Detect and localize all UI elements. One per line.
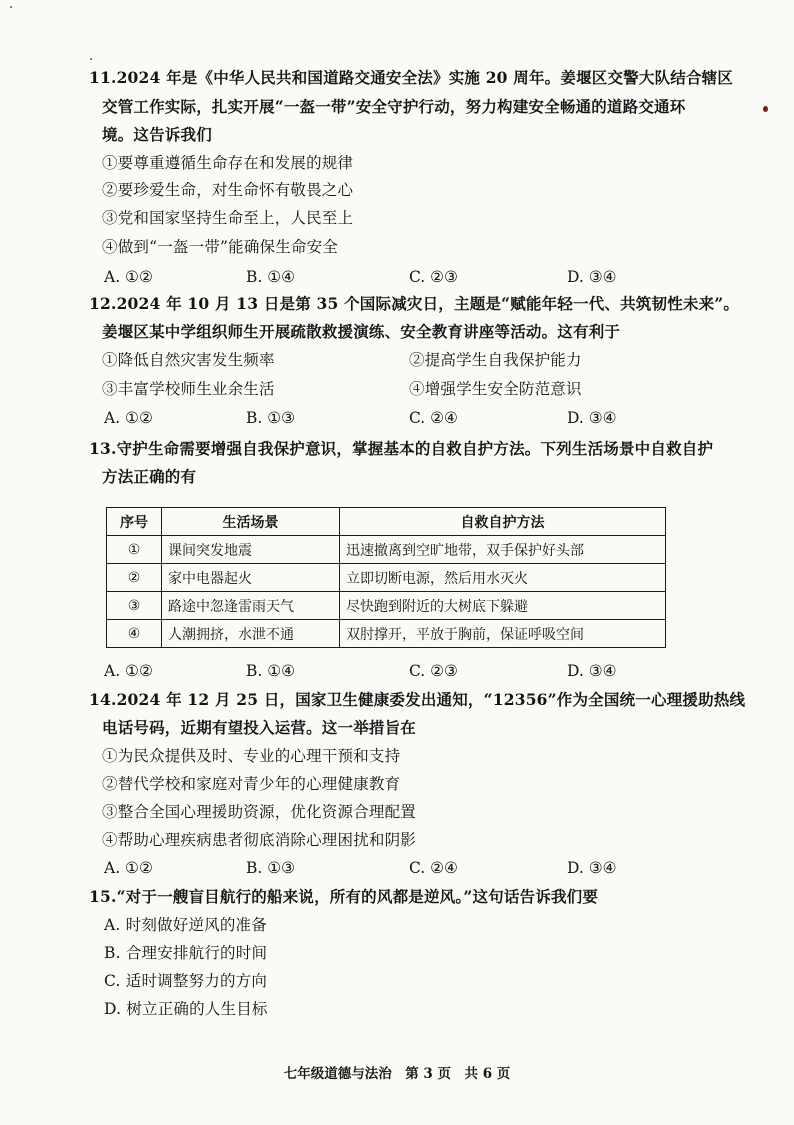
table-header-row (107, 508, 666, 536)
question-13-stem-line-1: 13.守护生命需要增强自我保护意识，掌握基本的自救自护方法。下列生活场景中自救自护 (89, 439, 714, 458)
question-14-stem-line-1: 14.2024 年 12 月 25 日，国家卫生健康委发出通知，“12356”作为全国统一心理援助热线 (89, 690, 746, 709)
question-14-option-a: A. ①② (104, 859, 153, 877)
question-11-option-b: B. ①④ (246, 268, 296, 286)
scan-mark (763, 106, 768, 112)
self-rescue-table (106, 507, 666, 648)
table-cell-method: 立即切断电源，然后用水灭火 (340, 564, 666, 592)
question-14-item-4: ④帮助心理疾病患者彻底消除心理困扰和阴影 (102, 831, 417, 849)
question-11-stem-line-1: 11.2024 年是《中华人民共和国道路交通安全法》实施 20 周年。姜堰区交警大队结合辖区 (89, 68, 734, 87)
question-11-stem-line-3: 境。这告诉我们 (102, 125, 212, 144)
question-12-item-3: ③丰富学校师生业余生活 (102, 380, 275, 398)
question-12-option-b: B. ①③ (246, 409, 296, 427)
question-11-option-d: D. ③④ (567, 268, 617, 286)
question-15-option-a: A. 时刻做好逆风的准备 (104, 916, 267, 934)
table-cell-number: ① (107, 536, 162, 564)
table-cell-scene: 人潮拥挤，水泄不通 (162, 620, 340, 648)
page-footer: 七年级道德与法治 第 3 页 共 6 页 (283, 1066, 511, 1082)
table-cell-number: ③ (107, 592, 162, 620)
question-12-option-c: C. ②④ (409, 409, 458, 427)
table-cell-number: ② (107, 564, 162, 592)
question-11-item-4: ④做到“一盔一带”能确保生命安全 (102, 238, 339, 256)
table-cell-method: 迅速撤离到空旷地带，双手保护好头部 (340, 536, 666, 564)
table-header-scene: 生活场景 (162, 508, 340, 536)
table-cell-scene: 路途中忽逢雷雨天气 (162, 592, 340, 620)
question-11-stem-line-2: 交管工作实际，扎实开展“一盔一带”安全守护行动，努力构建安全畅通的道路交通环 (102, 97, 686, 116)
table-cell-number: ④ (107, 620, 162, 648)
question-11-item-1: ①要尊重遵循生命存在和发展的规律 (102, 154, 354, 172)
question-12-stem-line-2: 姜堰区某中学组织师生开展疏散救援演练、安全教育讲座等活动。这有利于 (102, 322, 621, 341)
question-15-option-c: C. 适时调整努力的方向 (104, 972, 268, 990)
question-12-option-a: A. ①② (104, 409, 153, 427)
table-header-number: 序号 (107, 508, 162, 536)
scan-speck (90, 58, 92, 60)
question-12-item-1: ①降低自然灾害发生频率 (102, 351, 275, 369)
question-13-option-d: D. ③④ (567, 662, 617, 680)
question-11-item-3: ③党和国家坚持生命至上，人民至上 (102, 209, 354, 227)
table-row (107, 536, 666, 564)
question-13-option-b: B. ①④ (246, 662, 296, 680)
table-row (107, 564, 666, 592)
question-12-item-4: ④增强学生安全防范意识 (409, 380, 582, 398)
table-row (107, 620, 666, 648)
question-12-option-d: D. ③④ (567, 409, 617, 427)
table-header-method: 自救自护方法 (340, 508, 666, 536)
question-13-option-c: C. ②③ (409, 662, 458, 680)
question-11-option-c: C. ②③ (409, 268, 458, 286)
table-cell-scene: 课间突发地震 (162, 536, 340, 564)
question-12-item-2: ②提高学生自我保护能力 (409, 351, 582, 369)
table-cell-scene: 家中电器起火 (162, 564, 340, 592)
question-15-stem-line-1: 15.“对于一艘盲目航行的船来说，所有的风都是逆风。”这句话告诉我们要 (89, 887, 599, 906)
scan-speck (10, 6, 12, 8)
question-14-option-b: B. ①③ (246, 859, 296, 877)
question-14-item-2: ②替代学校和家庭对青少年的心理健康教育 (102, 775, 401, 793)
question-14-option-d: D. ③④ (567, 859, 617, 877)
question-13-option-a: A. ①② (104, 662, 153, 680)
question-12-stem-line-1: 12.2024 年 10 月 13 日是第 35 个国际减灾日，主题是“赋能年轻一代、共筑韧性未来”。 (89, 294, 740, 313)
table-row (107, 592, 666, 620)
question-14-item-3: ③整合全国心理援助资源，优化资源合理配置 (102, 803, 417, 821)
question-11-item-2: ②要珍爱生命，对生命怀有敬畏之心 (102, 181, 354, 199)
table-cell-method: 双肘撑开，平放于胸前，保证呼吸空间 (340, 620, 666, 648)
question-14-option-c: C. ②④ (409, 859, 458, 877)
question-15-option-d: D. 树立正确的人生目标 (104, 1000, 268, 1018)
question-14-item-1: ①为民众提供及时、专业的心理干预和支持 (102, 747, 401, 765)
question-14-stem-line-2: 电话号码，近期有望投入运营。这一举措旨在 (102, 718, 417, 737)
question-13-stem-line-2: 方法正确的有 (102, 467, 197, 486)
question-11-option-a: A. ①② (104, 268, 153, 286)
table-cell-method: 尽快跑到附近的大树底下躲避 (340, 592, 666, 620)
question-15-option-b: B. 合理安排航行的时间 (104, 944, 268, 962)
